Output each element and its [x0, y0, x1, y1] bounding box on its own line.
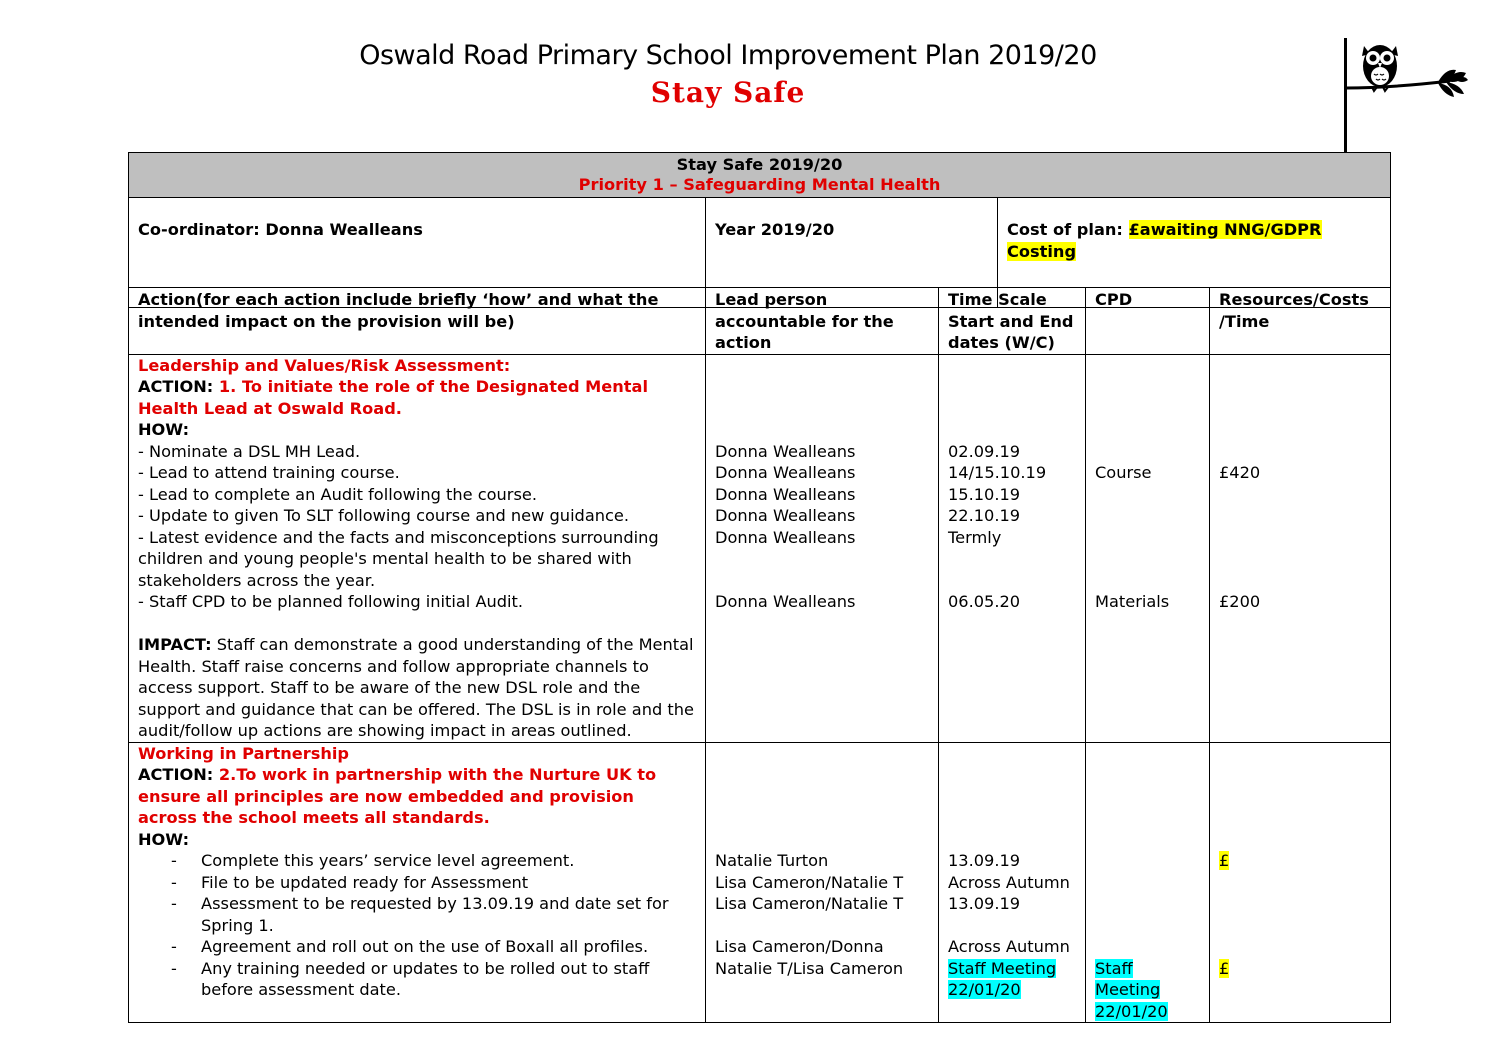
timescale-cell — [939, 742, 1086, 1023]
date-value: 13.09.19 — [948, 894, 1021, 913]
date-value-highlight: Staff Meeting 22/01/20 — [948, 958, 1057, 999]
section-heading: Working in Partnership — [138, 743, 350, 763]
action-cell — [129, 354, 706, 742]
page-title: Oswald Road Primary School Improvement Plan 2019/20 — [359, 40, 1097, 71]
impact-text: Staff can demonstrate a good understanding of the Mental Health. Staff raise concerns and follow appropriate channels to access support. Staff to be aware of the new DSL role and the support and guidance that can be offered. The DSL is in role and the audit/follow up actions are showing impact in areas outlined. — [138, 635, 694, 740]
resources-cell — [1210, 354, 1391, 742]
date-value: 15.10.19 — [948, 484, 1021, 504]
owl-on-branch-icon — [1330, 36, 1480, 156]
cpd-cell — [1086, 742, 1210, 1023]
lead-cell — [706, 354, 939, 742]
lead-person: Natalie T/Lisa Cameron — [715, 958, 904, 978]
step-item: - Agreement and roll out on the use of Boxall all profiles. — [171, 937, 649, 956]
date-value: 02.09.19 — [948, 441, 1021, 461]
step-item: - Lead to attend training course. — [138, 463, 400, 482]
how-label: HOW: — [138, 829, 190, 849]
cpd-value: Course — [1095, 463, 1152, 482]
step-item: - Staff CPD to be planned following initial Audit. — [138, 592, 524, 611]
lead-person: Donna Wealleans — [715, 463, 856, 482]
how-label: HOW: — [138, 420, 190, 439]
cost-value: £ — [1219, 958, 1230, 978]
lead-person: Donna Wealleans — [715, 441, 856, 461]
cost-value: £ — [1219, 851, 1230, 870]
date-value: 14/15.10.19 — [948, 463, 1047, 482]
step-item: - Any training needed or updates to be rolled out to staff before assessment date. — [171, 958, 650, 999]
column-header-action: Action(for each action include briefly ‘how’ and what the intended impact on the provision will be) — [129, 288, 706, 355]
column-header-lead: Lead person accountable for the action — [706, 288, 939, 355]
date-value: 13.09.19 — [948, 851, 1021, 870]
step-item: - Assessment to be requested by 13.09.19 and date set for Spring 1. — [171, 894, 669, 935]
priority-heading: Priority 1 – Safeguarding Mental Health — [578, 175, 941, 194]
cost-value: £420 — [1219, 463, 1261, 482]
lead-cell — [706, 742, 939, 1023]
date-value: 22.10.19 — [948, 506, 1021, 525]
lead-person: Natalie Turton — [715, 851, 829, 870]
action-cell — [129, 742, 706, 1023]
cost-label: Cost of plan: — [1007, 220, 1129, 239]
lead-person: Donna Wealleans — [715, 592, 856, 611]
cost-value: £awaiting NNG/GDPR Costing — [1007, 220, 1322, 261]
lead-person: Donna Wealleans — [715, 484, 856, 504]
actions-table — [128, 287, 1391, 1023]
column-header-cpd: CPD — [1086, 288, 1210, 355]
lead-person: Lisa Cameron/Natalie T — [715, 894, 904, 913]
action-text: 1. To initiate the role of the Designated Mental Health Lead at Oswald Road. — [138, 377, 648, 418]
date-value: Across Autumn — [948, 872, 1070, 892]
date-value: Termly — [948, 527, 1002, 547]
section-heading: Leadership and Values/Risk Assessment: — [138, 355, 511, 375]
step-item: - Update to given To SLT following course and new guidance. — [138, 506, 630, 525]
impact-label: IMPACT: — [138, 635, 212, 654]
step-item: - Latest evidence and the facts and misconceptions surrounding children and young people's mental health to be shared with stakeholders across the year. — [138, 527, 659, 590]
action-text: 2.To work in partnership with the Nurture UK to ensure all principles are now embedded and provision across the school meets all standards. — [138, 765, 657, 827]
step-item: - File to be updated ready for Assessment — [171, 872, 529, 892]
table-row — [129, 742, 1391, 1023]
step-item: - Lead to complete an Audit following the course. — [138, 484, 537, 504]
plan-header — [129, 153, 1391, 198]
lead-person: Lisa Cameron/Natalie T — [715, 872, 904, 892]
improvement-plan-table — [128, 152, 1391, 308]
year-cell: Year 2019/20 — [706, 198, 998, 308]
cpd-value-highlight: Staff Meeting 22/01/20 — [1095, 958, 1168, 1021]
column-header-resources: Resources/Costs /Time — [1210, 288, 1391, 355]
action-label: ACTION: — [138, 765, 214, 784]
lead-person: Lisa Cameron/Donna — [715, 937, 884, 956]
lead-person: Donna Wealleans — [715, 506, 856, 525]
plan-heading: Stay Safe 2019/20 — [676, 155, 843, 174]
column-header-timescale: Time Scale Start and End dates (W/C) — [939, 288, 1086, 355]
step-item: - Complete this years’ service level agreement. — [171, 851, 575, 870]
cost-value: £200 — [1219, 592, 1261, 611]
cpd-value: Materials — [1095, 592, 1170, 611]
step-item: - Nominate a DSL MH Lead. — [138, 441, 361, 461]
coordinator-cell: Co-ordinator: Donna Wealleans — [129, 198, 706, 308]
lead-person: Donna Wealleans — [715, 527, 856, 547]
page-subtitle: Stay Safe — [650, 76, 806, 109]
date-value: Across Autumn — [948, 937, 1070, 956]
action-label: ACTION: — [138, 377, 214, 396]
date-value: 06.05.20 — [948, 592, 1021, 611]
resources-cell — [1210, 742, 1391, 1023]
cpd-cell — [1086, 354, 1210, 742]
table-row — [129, 354, 1391, 742]
timescale-cell — [939, 354, 1086, 742]
